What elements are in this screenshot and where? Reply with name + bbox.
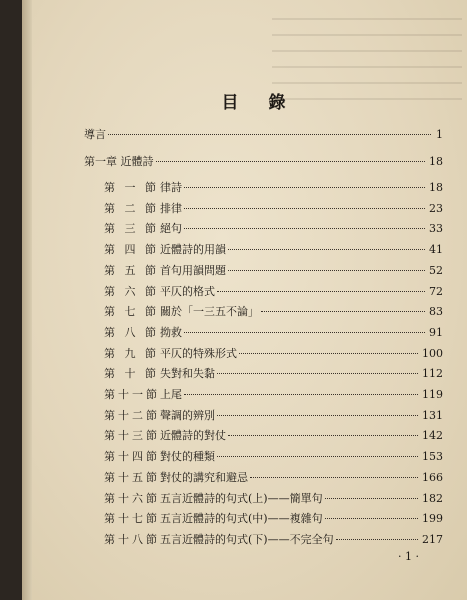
section-page: 131 <box>422 408 443 422</box>
dot-leader <box>184 187 425 188</box>
section-label: 第十八節 <box>104 532 160 546</box>
section-label: 第十四節 <box>104 450 160 464</box>
section-title: 五言近體詩的句式(中)——複雜句 <box>160 512 323 526</box>
dot-leader <box>156 161 426 162</box>
section-page: 182 <box>422 491 443 505</box>
section-title: 近體詩的對仗 <box>160 429 226 443</box>
section-label: 第十二節 <box>104 408 160 422</box>
section-title: 關於「一三五不論」 <box>160 305 259 319</box>
section-title: 五言近體詩的句式(上)——簡單句 <box>160 491 323 505</box>
section-page: 91 <box>429 325 443 339</box>
section-page: 83 <box>429 305 443 319</box>
dot-leader <box>228 249 425 250</box>
toc-section-row <box>104 386 443 402</box>
dot-leader <box>184 394 418 395</box>
section-title: 首句用韻問題 <box>160 263 226 277</box>
section-page: 41 <box>429 243 443 257</box>
section-page: 72 <box>429 284 443 298</box>
section-title: 絕句 <box>160 222 182 236</box>
dot-leader <box>239 353 418 354</box>
section-title: 近體詩的用韻 <box>160 243 226 257</box>
dot-leader <box>217 415 418 416</box>
section-page: 112 <box>422 367 443 381</box>
dot-leader <box>217 291 425 292</box>
section-page: 217 <box>422 532 443 546</box>
section-page: 142 <box>422 429 443 443</box>
dot-leader <box>261 311 425 312</box>
section-page: 166 <box>422 470 443 484</box>
section-title: 平仄的特殊形式 <box>160 346 237 360</box>
dot-leader <box>325 518 418 519</box>
chapter-page: 18 <box>429 155 443 168</box>
dot-leader <box>250 477 418 478</box>
section-label: 第 七 節 <box>104 305 159 319</box>
dot-leader <box>217 373 418 374</box>
section-label: 第 八 節 <box>104 325 159 339</box>
toc-section-row <box>104 427 443 443</box>
toc-section-row <box>104 448 443 464</box>
toc-section-row <box>104 490 443 506</box>
toc-section-row <box>104 345 443 361</box>
page-title: 目 錄 <box>221 93 298 113</box>
section-title: 五言近體詩的句式(下)——不完全句 <box>160 532 334 546</box>
section-page: 23 <box>429 201 443 215</box>
section-title: 失對和失黏 <box>160 367 215 381</box>
section-label: 第十三節 <box>104 429 160 443</box>
section-page: 52 <box>429 263 443 277</box>
toc-section-row <box>104 220 443 236</box>
toc-section-row <box>104 407 443 423</box>
section-label: 第十一節 <box>104 388 160 401</box>
toc-section-row <box>104 241 443 257</box>
section-title: 排律 <box>160 201 182 215</box>
dot-leader <box>184 208 425 209</box>
dot-leader <box>184 332 425 333</box>
section-label: 第 四 節 <box>104 243 159 257</box>
dot-leader <box>217 456 418 457</box>
section-label: 第 二 節 <box>104 201 159 215</box>
toc-section-row <box>104 531 443 547</box>
section-label: 第 十 節 <box>104 367 159 381</box>
page-number: · 1 · <box>398 550 419 563</box>
dot-leader <box>184 228 425 229</box>
section-label: 第 六 節 <box>104 284 159 298</box>
section-label: 第 三 節 <box>104 222 159 236</box>
dot-leader <box>228 270 425 271</box>
section-title: 對仗的講究和避忌 <box>160 470 248 484</box>
toc-section-row <box>104 365 443 381</box>
section-label: 第 九 節 <box>104 346 159 360</box>
toc-section-row <box>104 283 443 299</box>
intro-page: 1 <box>436 128 443 141</box>
toc-intro-row <box>84 126 443 142</box>
section-page: 18 <box>429 181 443 194</box>
dot-leader <box>325 498 418 499</box>
dot-leader <box>336 539 418 540</box>
section-label: 第 五 節 <box>104 263 159 277</box>
intro-title: 導言 <box>84 128 106 141</box>
section-title: 律詩 <box>160 181 182 194</box>
dot-leader <box>108 134 431 135</box>
toc-section-row <box>104 179 443 195</box>
section-page: 33 <box>429 222 443 236</box>
dot-leader <box>228 435 418 436</box>
section-page: 153 <box>422 450 443 464</box>
toc-section-row <box>104 200 443 216</box>
section-page: 119 <box>422 388 443 401</box>
section-label: 第十五節 <box>104 470 160 484</box>
section-title: 聲調的辨別 <box>160 408 215 422</box>
chapter-title: 第一章 近體詩 <box>84 155 154 168</box>
section-title: 平仄的格式 <box>160 284 215 298</box>
toc-section-row <box>104 510 443 526</box>
toc-section-row <box>104 303 443 319</box>
section-label: 第十七節 <box>104 512 160 526</box>
section-label: 第 一 節 <box>104 181 159 194</box>
toc-chapter-row <box>84 153 443 169</box>
section-label: 第十六節 <box>104 491 160 505</box>
section-title: 上尾 <box>160 388 182 401</box>
book-page <box>22 0 467 600</box>
section-page: 100 <box>422 346 443 360</box>
section-page: 199 <box>422 512 443 526</box>
toc-section-row <box>104 324 443 340</box>
section-title: 拗救 <box>160 325 182 339</box>
toc-section-row <box>104 262 443 278</box>
toc-section-row <box>104 469 443 485</box>
section-title: 對仗的種類 <box>160 450 215 464</box>
